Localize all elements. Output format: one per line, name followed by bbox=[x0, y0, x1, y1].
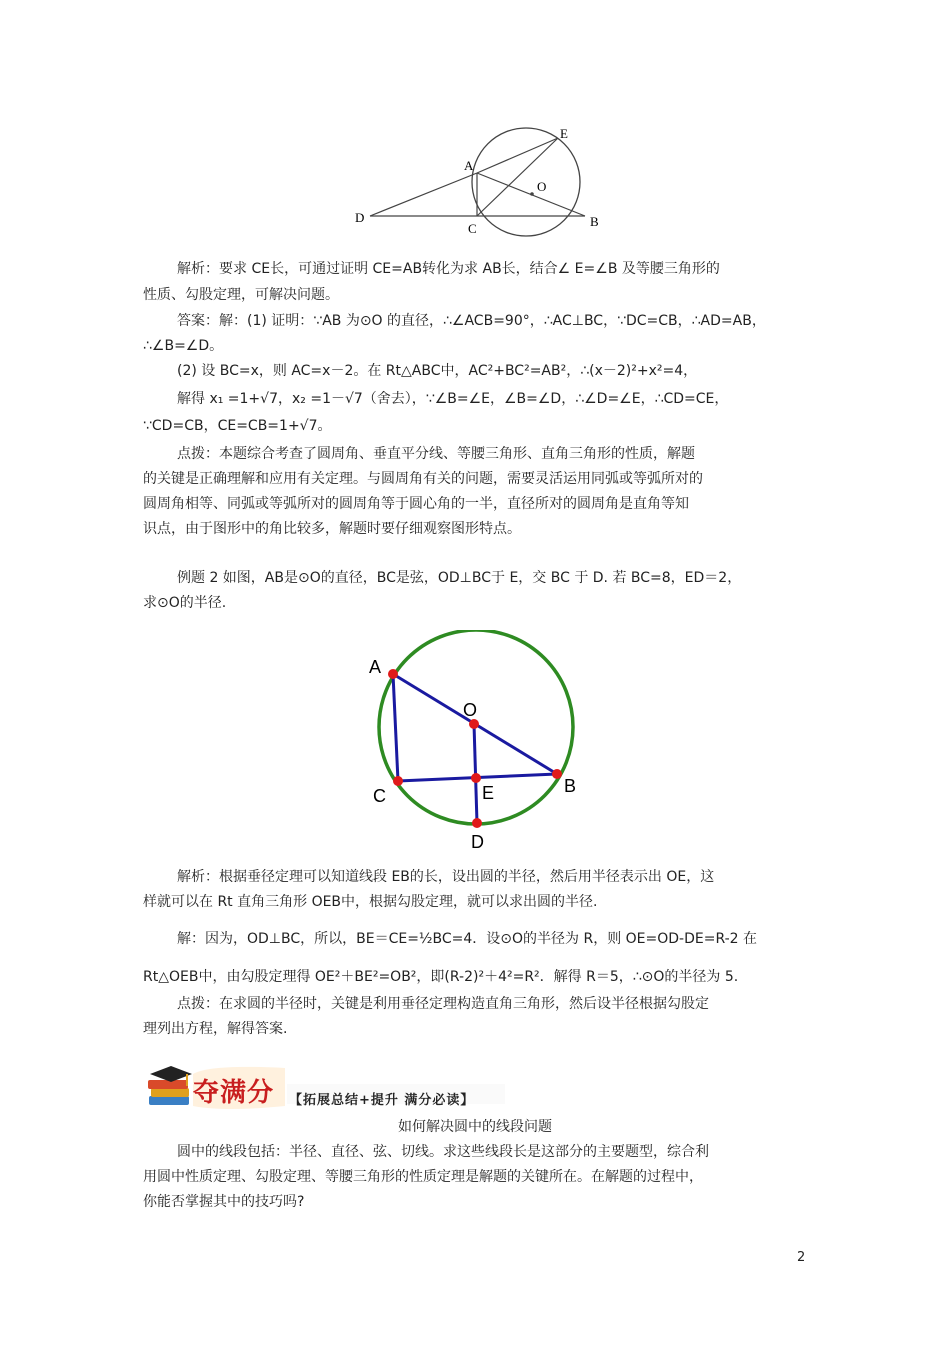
fig2-label-B: B bbox=[564, 776, 577, 796]
analysis-2-line-2: 样就可以在 Rt 直角三角形 OEB中，根据勾股定理，就可以求出圆的半径. bbox=[143, 894, 598, 910]
solution-2-line-2: Rt△OEB中，由勾股定理得 OE²＋BE²=OB²，即(R-2)²＋4²=R²．解得 R＝5，∴⊙O的半径为 5. bbox=[143, 969, 739, 985]
fig2-label-D: D bbox=[471, 832, 484, 852]
fig2-label-A: A bbox=[369, 657, 382, 677]
page-number: 2 bbox=[797, 1250, 806, 1265]
tip-2-line-2: 理列出方程，解得答案. bbox=[143, 1021, 288, 1037]
fig2-label-O: O bbox=[463, 700, 478, 720]
fig1-label-B: B bbox=[590, 214, 599, 229]
analysis-1-line-2: 性质、勾股定理，可解决问题。 bbox=[143, 287, 339, 303]
fig2-label-E: E bbox=[482, 783, 495, 803]
fig1-label-E: E bbox=[560, 126, 568, 141]
section-line-2: 用圆中性质定理、勾股定理、等腰三角形的性质定理是解题的关键所在。在解题的过程中， bbox=[143, 1169, 703, 1185]
fig1-label-A: A bbox=[464, 158, 474, 173]
analysis-1-line-1: 解析：要求 CE长，可通过证明 CE=AB转化为求 AB长，结合∠ E=∠B 及等腰三角形的 bbox=[177, 261, 720, 277]
tip-1-line-1: 点拨：本题综合考查了圆周角、垂直平分线、等腰三角形、直角三角形的性质，解题 bbox=[177, 446, 695, 462]
fig2-label-C: C bbox=[373, 786, 386, 806]
example-2-line-1: 例题 2 如图，AB是⊙O的直径，BC是弦，OD⊥BC于 E，交 BC 于 D. 若 BC=8，ED＝2， bbox=[177, 570, 742, 586]
section-title: 如何解决圆中的线段问题 bbox=[398, 1119, 552, 1135]
fig1-label-D: D bbox=[355, 210, 365, 225]
tip-1-line-3: 圆周角相等、同弧或等弧所对的圆周角等于圆心角的一半，直径所对的圆周角是直角等知 bbox=[143, 496, 689, 512]
answer-line-1: 答案：解：(1) 证明：∵AB 为⊙O 的直径，∴∠ACB=90°，∴AC⊥BC，∵DC=CB，∴AD=AB， bbox=[177, 313, 766, 329]
example-2-line-2: 求⊙O的半径. bbox=[143, 595, 227, 611]
tip-2-line-1: 点拨：在求圆的半径时，关键是利用垂径定理构造直角三角形，然后设半径根据勾股定 bbox=[177, 996, 709, 1012]
fig1-label-C: C bbox=[468, 221, 477, 236]
figure-1-circle-diagram bbox=[340, 118, 620, 248]
solution-2-line-1: 解：因为，OD⊥BC，所以，BE＝CE=½BC=4．设⊙O的半径为 R，则 OE=OD-DE=R-2 在 bbox=[177, 931, 758, 947]
section-line-3: 你能否掌握其中的技巧吗? bbox=[143, 1194, 305, 1210]
books-graduation-cap-icon bbox=[148, 1066, 192, 1105]
banner-title: 夺满分 bbox=[193, 1078, 275, 1108]
tip-1-line-4: 识点，由于图形中的角比较多，解题时要仔细观察图形特点。 bbox=[143, 521, 521, 537]
answer-line-2: ∴∠B=∠D。 bbox=[143, 338, 224, 354]
section-line-1: 圆中的线段包括：半径、直径、弦、切线。求这些线段长是这部分的主要题型，综合利 bbox=[177, 1144, 709, 1160]
answer-line-3: (2) 设 BC=x，则 AC=x－2。在 Rt△ABC中，AC²+BC²=AB²，∴(x－2)²+x²=4， bbox=[177, 363, 698, 379]
tip-1-line-2: 的关键是正确理解和应用有关定理。与圆周角有关的问题，需要灵活运用同弧或等弧所对的 bbox=[143, 471, 703, 487]
analysis-2-line-1: 解析：根据垂径定理可以知道线段 EB的长，设出圆的半径，然后用半径表示出 OE，这 bbox=[177, 869, 715, 885]
banner-subtitle: 【拓展总结+提升 满分必读】 bbox=[289, 1093, 475, 1108]
answer-line-5: ∵CD=CB，CE=CB=1+√7。 bbox=[143, 418, 332, 434]
figure-2-circle-diagram bbox=[360, 630, 590, 860]
answer-line-4: 解得 x₁ =1+√7，x₂ =1－√7（舍去），∵∠B=∠E，∠B=∠D，∴∠D=∠E，∴CD=CE， bbox=[177, 391, 729, 407]
fig1-label-O: O bbox=[537, 179, 547, 194]
